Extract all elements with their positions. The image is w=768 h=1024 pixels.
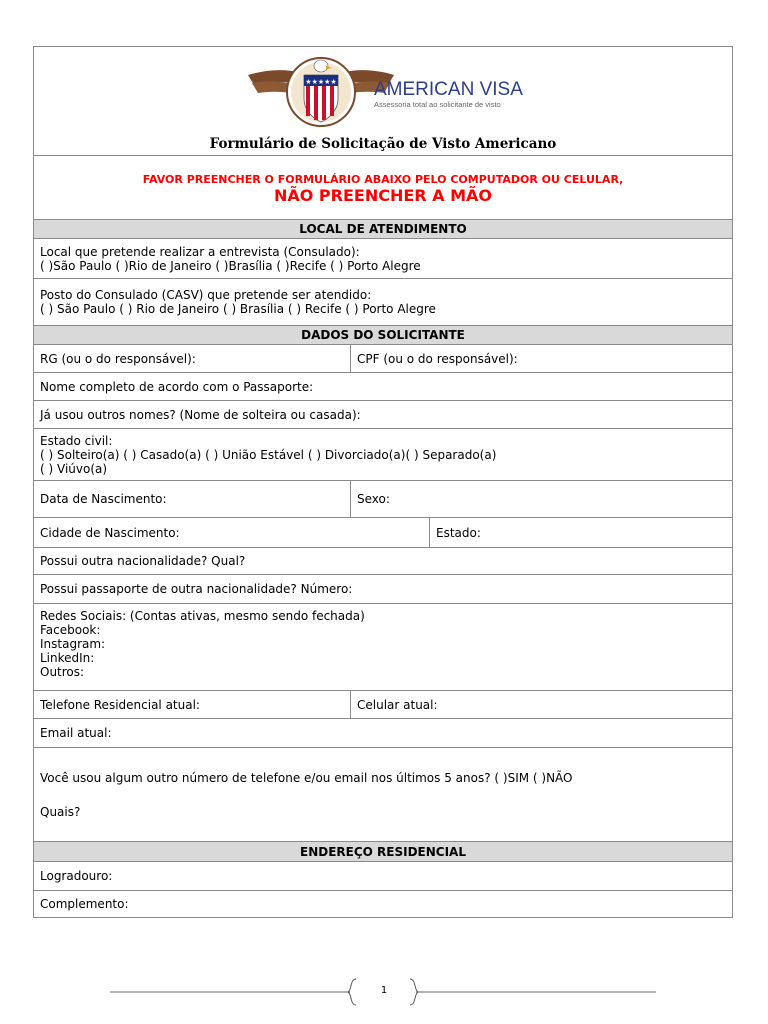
casv-options[interactable]: ( ) São Paulo ( ) Rio de Janeiro ( ) Brasília ( ) Recife ( ) Porto Alegre (40, 302, 436, 316)
svg-text:★★★★★: ★★★★★ (305, 78, 337, 86)
section-dados-solicitante: DADOS DO SOLICITANTE (34, 325, 732, 344)
nascimento-sexo-row (34, 480, 732, 517)
outros-redes-field[interactable]: Outros: (40, 665, 85, 679)
visa-form (33, 46, 733, 918)
casv-field[interactable] (34, 278, 732, 325)
redes-sociais-field[interactable] (34, 603, 732, 690)
estado-field[interactable]: Estado: (429, 518, 732, 547)
nome-field[interactable]: Nome completo de acordo com o Passaporte: (34, 372, 732, 400)
celular-field[interactable]: Celular atual: (350, 691, 732, 718)
estado-civil-label: Estado civil: (40, 433, 113, 448)
passaporte-field[interactable]: Possui passaporte de outra nacionalidade? Número: (34, 574, 732, 603)
form-header (34, 46, 732, 155)
cidade-estado-row (34, 517, 732, 547)
linkedin-field[interactable]: LinkedIn: (40, 651, 95, 665)
logradouro-field[interactable]: Logradouro: (34, 861, 732, 890)
consulado-label: Local que pretende realizar a entrevista (Consulado): (40, 244, 360, 259)
telefone-field[interactable]: Telefone Residencial atual: (40, 697, 200, 712)
brand-tagline: Assessoria total ao solicitante de visto (374, 100, 501, 109)
estado-civil-options-2[interactable]: ( ) Viúvo(a) (40, 461, 108, 476)
redes-label: Redes Sociais: (Contas ativas, mesmo sendo fechada) (40, 609, 365, 623)
cpf-field[interactable]: CPF (ou o do responsável): (350, 345, 732, 372)
instagram-field[interactable]: Instagram: (40, 637, 106, 651)
american-visa-logo (244, 57, 564, 127)
rg-field[interactable]: RG (ou o do responsável): (40, 351, 196, 366)
estado-civil-options-1[interactable]: ( ) Solteiro(a) ( ) Casado(a) ( ) União Estável ( ) Divorciado(a)( ) Separado(a) (40, 447, 497, 462)
page-footer (110, 977, 656, 1007)
email-field[interactable]: Email atual: (34, 718, 732, 747)
form-title: Formulário de Solicitação de Visto Americano (209, 136, 557, 152)
consulado-options[interactable]: ( )São Paulo ( )Rio de Janeiro ( )Brasília ( )Recife ( ) Porto Alegre (40, 258, 421, 273)
sexo-field[interactable]: Sexo: (350, 481, 732, 517)
page-number: 1 (380, 985, 388, 996)
nacionalidade-field[interactable]: Possui outra nacionalidade? Qual? (34, 547, 732, 574)
consulado-field[interactable] (34, 238, 732, 278)
outros-nomes-field[interactable]: Já usou outros nomes? (Nome de solteira ou casada): (34, 400, 732, 428)
quais-field[interactable]: Quais? (40, 805, 81, 819)
rg-cpf-row (34, 344, 732, 372)
brand-name: AMERICAN VISA (374, 79, 523, 100)
warning-line-2: NÃO PREENCHER A MÃO (273, 186, 493, 205)
section-endereco-residencial: ENDEREÇO RESIDENCIAL (34, 841, 732, 861)
complemento-field[interactable]: Complemento: (34, 890, 732, 918)
fill-warning (34, 155, 732, 219)
cidade-field[interactable]: Cidade de Nascimento: (40, 525, 180, 540)
telefone-celular-row (34, 690, 732, 718)
estado-civil-field[interactable] (34, 428, 732, 480)
outro-contato-field[interactable] (34, 747, 732, 841)
facebook-field[interactable]: Facebook: (40, 623, 101, 637)
casv-label: Posto do Consulado (CASV) que pretende ser atendido: (40, 288, 372, 302)
warning-line-1: FAVOR PREENCHER O FORMULÁRIO ABAIXO PELO COMPUTADOR OU CELULAR, (142, 173, 624, 186)
outro-contato-question[interactable]: Você usou algum outro número de telefone e/ou email nos últimos 5 anos? ( )SIM ( )NÃO (40, 771, 573, 785)
section-local-atendimento: LOCAL DE ATENDIMENTO (34, 219, 732, 238)
nascimento-field[interactable]: Data de Nascimento: (40, 492, 167, 506)
